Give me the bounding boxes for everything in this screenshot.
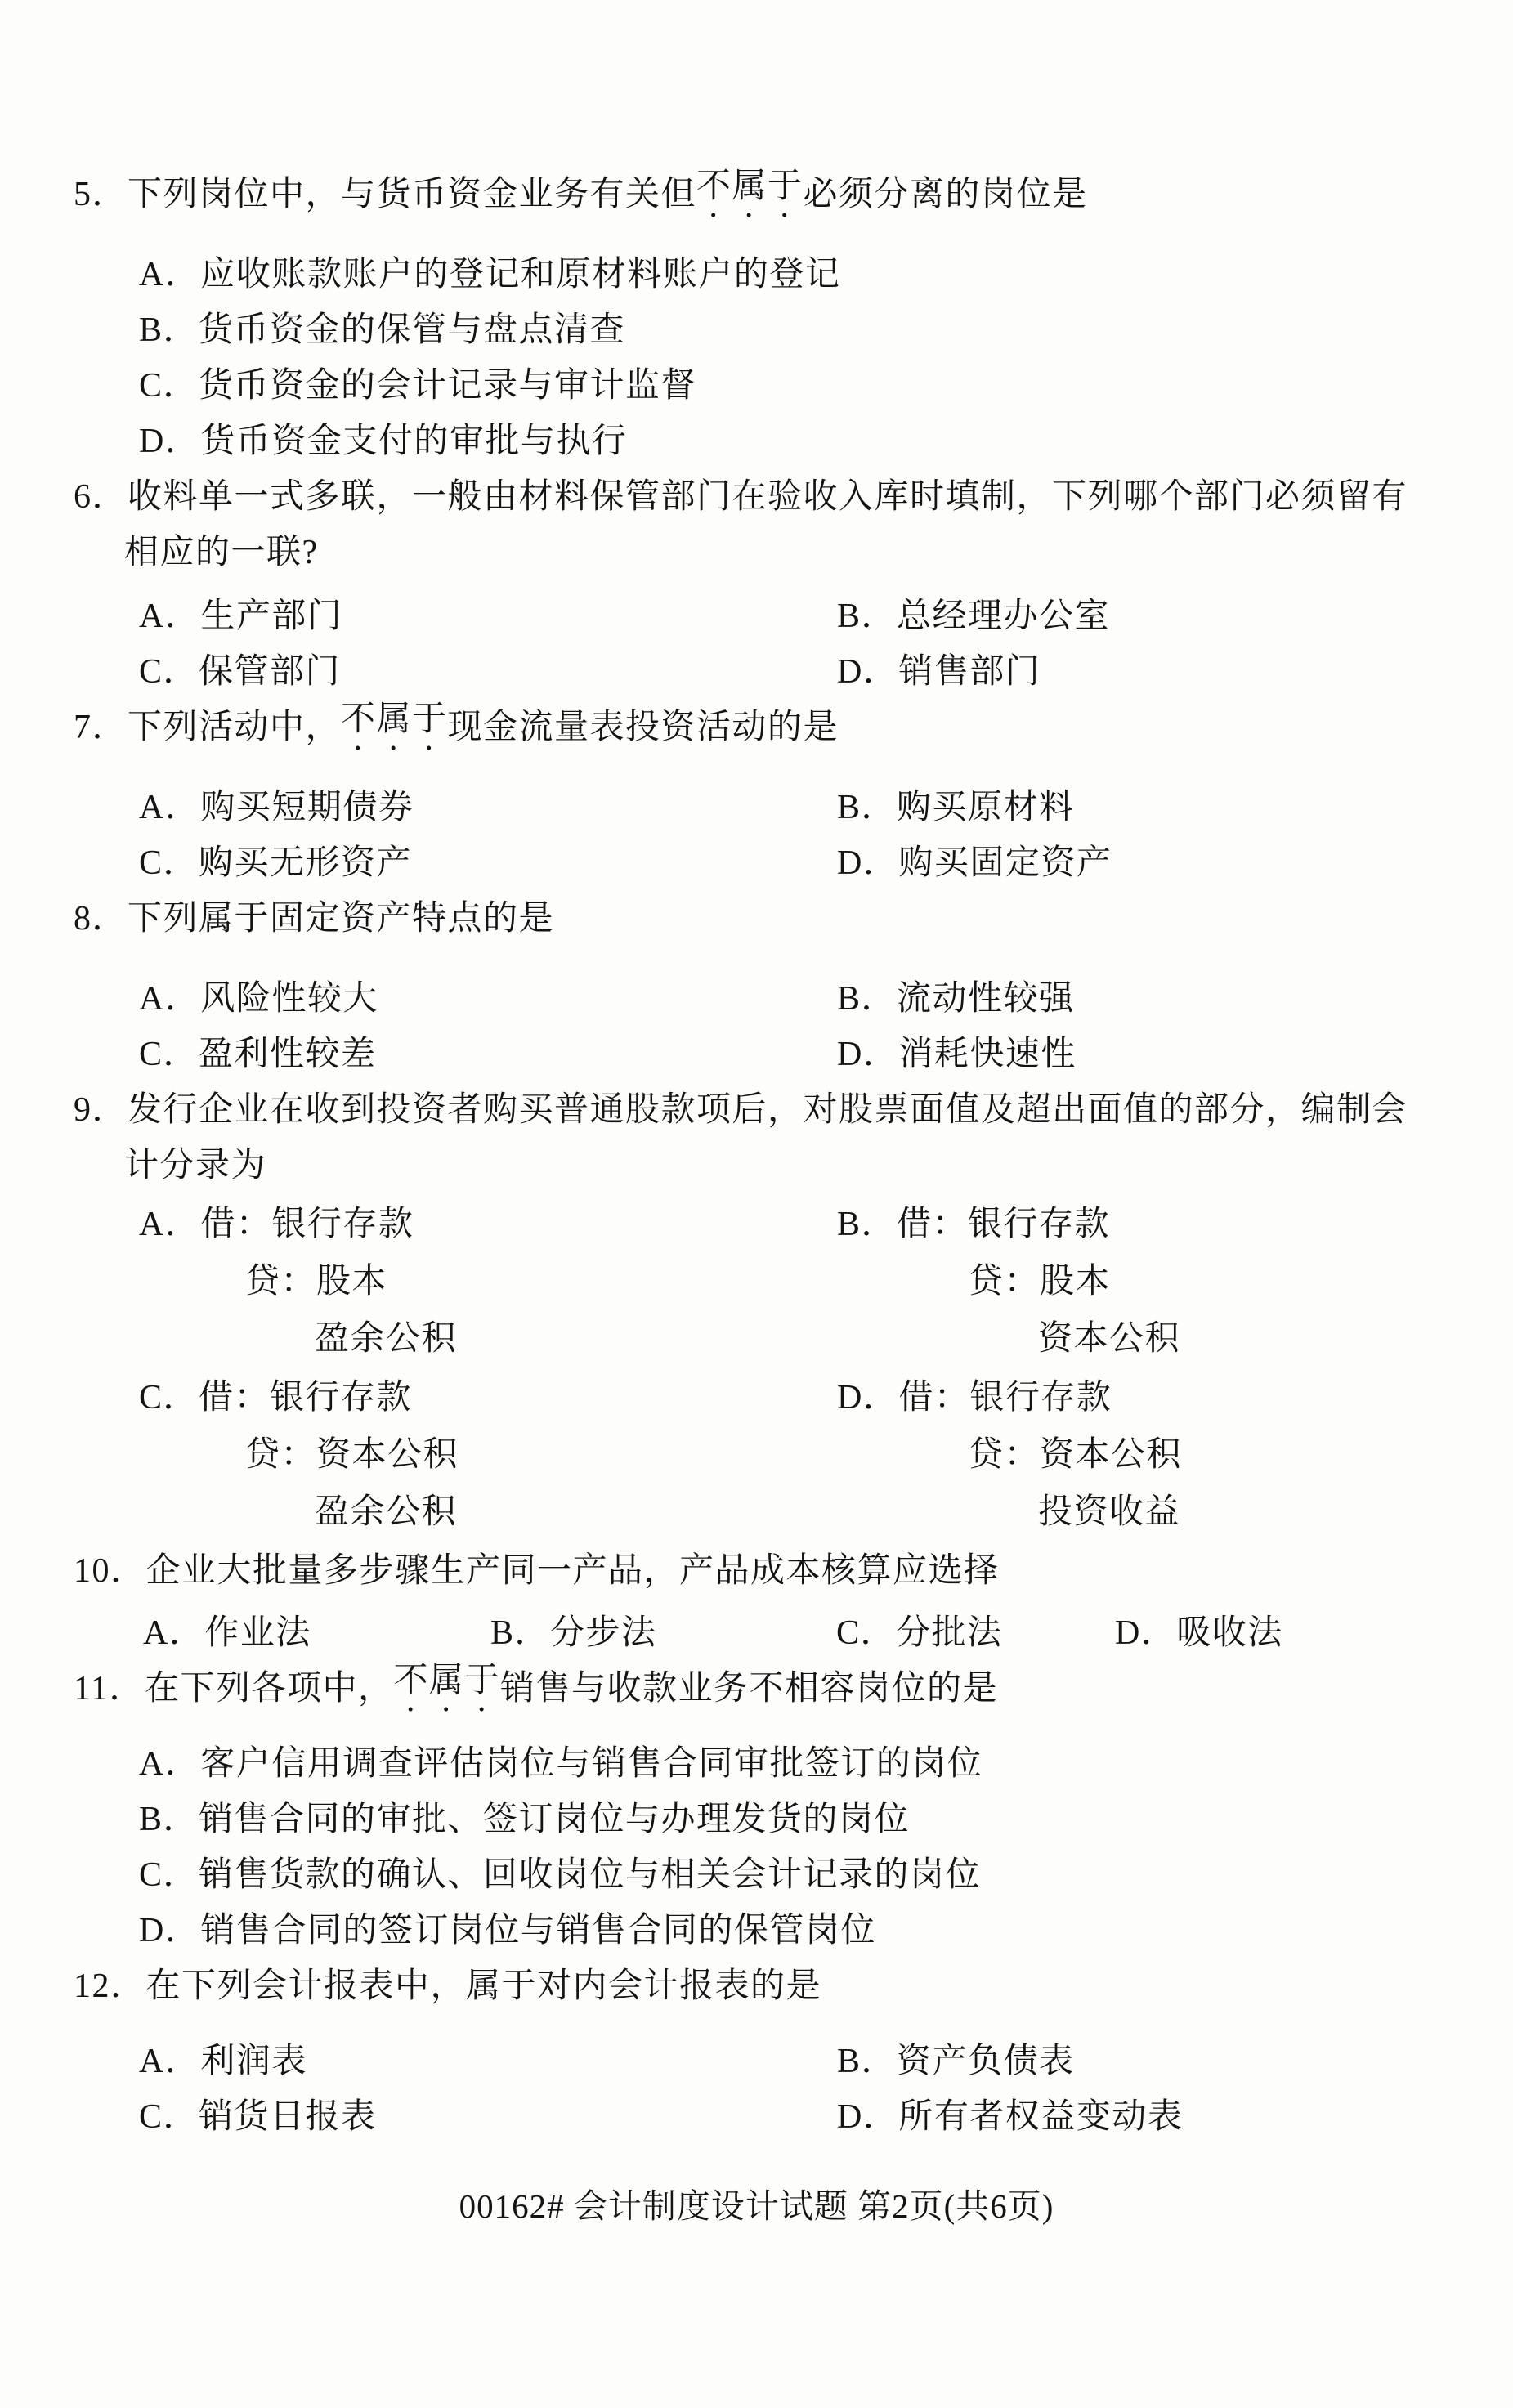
option-a: A．利润表 — [139, 2043, 307, 2080]
option-row-ab — [0, 2030, 1513, 2086]
option-a — [0, 244, 1513, 299]
option-row-ab — [0, 585, 1513, 641]
option-d: D．吸收法 — [1115, 1614, 1283, 1652]
option-b-credit-2: 资本公积 — [1038, 1320, 1181, 1358]
question-9-stem-continuation — [0, 1135, 1513, 1190]
stem-text: 企业大批量多步骤生产同一产品，产品成本核算应选择 — [145, 1552, 1000, 1590]
option-a — [0, 1733, 1513, 1788]
stem-text-emphasized: 不属于 — [341, 700, 448, 738]
option-row-ab — [0, 777, 1513, 832]
question-6-stem-continuation — [0, 521, 1513, 577]
question-7-stem — [0, 696, 1513, 752]
stem-text-pre: 下列活动中， — [128, 709, 342, 746]
option-c-credit: 贷：资本公积 — [245, 1436, 459, 1474]
journal-credit-row-ab — [0, 1251, 1513, 1306]
question-5 — [0, 163, 1513, 466]
option-c: C．保管部门 — [139, 653, 342, 691]
option-c-debit: C．借：银行存款 — [139, 1379, 413, 1417]
option-a: A．购买短期债券 — [139, 789, 414, 826]
question-8 — [0, 888, 1513, 1079]
option-row-cd — [0, 1023, 1513, 1079]
question-number: 5． — [74, 176, 128, 213]
question-5-stem — [0, 163, 1513, 219]
option-b: B．购买原材料 — [837, 789, 1075, 826]
option-c — [0, 355, 1513, 410]
option-a: A．作业法 — [143, 1614, 311, 1652]
option-row-abcd — [0, 1602, 1513, 1658]
question-9 — [0, 1079, 1513, 1537]
option-text: B．销售合同的审批、签订岗位与办理发货的岗位 — [139, 1801, 911, 1838]
option-b: B．资产负债表 — [837, 2043, 1075, 2080]
question-7 — [0, 696, 1513, 888]
option-c: C．分批法 — [836, 1614, 1003, 1652]
option-b — [0, 1788, 1513, 1844]
option-text: D．销售合同的签订岗位与销售合同的保管岗位 — [139, 1912, 876, 1949]
stem-text-post: 现金流量表投资活动的是 — [447, 709, 839, 746]
option-b — [0, 299, 1513, 355]
question-number: 6． — [74, 478, 128, 516]
question-11 — [0, 1658, 1513, 1955]
option-c: C．购买无形资产 — [139, 844, 413, 882]
question-8-stem — [0, 888, 1513, 943]
page-footer: 00162# 会计制度设计试题 第2页(共6页) — [459, 2187, 1054, 2225]
option-row-cd — [0, 641, 1513, 696]
option-d: D．消耗快速性 — [837, 1036, 1077, 1073]
option-d — [0, 410, 1513, 466]
option-a: A．风险性较大 — [139, 980, 378, 1018]
option-c-credit-2: 盈余公积 — [315, 1493, 458, 1531]
stem-text: 相应的一联? — [124, 534, 319, 571]
option-b-credit: 贷：股本 — [969, 1263, 1112, 1300]
option-d-credit-2: 投资收益 — [1038, 1493, 1181, 1531]
option-d: D．销售部门 — [837, 653, 1041, 691]
question-number: 9． — [74, 1091, 128, 1129]
stem-text: 计分录为 — [124, 1147, 267, 1184]
option-row-ab — [0, 968, 1513, 1023]
stem-text-emphasized: 不属于 — [696, 167, 804, 205]
option-d: D．所有者权益变动表 — [837, 2098, 1184, 2136]
question-12-stem — [0, 1955, 1513, 2011]
journal-credit-row-cd — [0, 1424, 1513, 1479]
question-6 — [0, 466, 1513, 696]
journal-debit-row-ab — [0, 1193, 1513, 1249]
option-text: A．客户信用调查评估岗位与销售合同审批签订的岗位 — [139, 1745, 983, 1783]
option-b: B．总经理办公室 — [837, 598, 1111, 635]
option-text: B．货币资金的保管与盘点清查 — [139, 311, 626, 349]
option-c: C．盈利性较差 — [139, 1036, 377, 1073]
stem-text-pre: 在下列各项中， — [144, 1670, 394, 1708]
question-number: 12． — [74, 1967, 146, 2005]
option-d — [0, 1900, 1513, 1955]
question-number: 11． — [74, 1670, 145, 1708]
question-10 — [0, 1540, 1513, 1658]
option-a-credit: 贷：股本 — [245, 1263, 388, 1300]
option-b-debit: B．借：银行存款 — [837, 1206, 1111, 1243]
option-text: A．应收账款账户的登记和原材料账户的登记 — [139, 256, 841, 293]
question-12 — [0, 1955, 1513, 2142]
stem-text-post: 必须分离的岗位是 — [803, 176, 1088, 213]
question-number: 7． — [74, 709, 128, 746]
stem-text-emphasized: 不属于 — [393, 1661, 500, 1699]
option-row-cd — [0, 2086, 1513, 2142]
journal-debit-row-cd — [0, 1367, 1513, 1422]
option-row-cd — [0, 832, 1513, 888]
question-11-stem — [0, 1658, 1513, 1713]
option-c: C．销货日报表 — [139, 2098, 377, 2136]
option-a-debit: A．借：银行存款 — [139, 1206, 414, 1243]
option-d: D．购买固定资产 — [837, 844, 1112, 882]
option-b: B．分步法 — [490, 1614, 657, 1652]
stem-text: 在下列会计报表中，属于对内会计报表的是 — [145, 1967, 822, 2005]
journal-credit2-row-cd — [0, 1481, 1513, 1537]
option-d-credit: 贷：资本公积 — [969, 1436, 1183, 1474]
option-text: C．货币资金的会计记录与审计监督 — [139, 367, 697, 405]
option-b: B．流动性较强 — [837, 980, 1075, 1018]
option-d-debit: D．借：银行存款 — [837, 1379, 1112, 1417]
stem-text-post: 销售与收款业务不相容岗位的是 — [499, 1670, 998, 1708]
question-6-stem — [0, 466, 1513, 521]
stem-text: 收料单一式多联，一般由材料保管部门在验收入库时填制，下列哪个部门必须留有 — [128, 478, 1408, 516]
option-c — [0, 1844, 1513, 1900]
option-text: C．销售货款的确认、回收岗位与相关会计记录的岗位 — [139, 1856, 982, 1894]
option-a-credit-2: 盈余公积 — [315, 1320, 458, 1358]
question-9-stem — [0, 1079, 1513, 1135]
question-10-stem — [0, 1540, 1513, 1596]
stem-text: 发行企业在收到投资者购买普通股款项后，对股票面值及超出面值的部分，编制会 — [128, 1091, 1408, 1129]
stem-text: 下列属于固定资产特点的是 — [128, 900, 555, 938]
option-text: D．货币资金支付的审批与执行 — [139, 423, 628, 460]
option-a: A．生产部门 — [139, 598, 343, 635]
journal-credit2-row-ab — [0, 1308, 1513, 1363]
stem-text-pre: 下列岗位中，与货币资金业务有关但 — [128, 176, 697, 213]
question-number: 8． — [74, 900, 128, 938]
question-number: 10． — [74, 1552, 146, 1590]
